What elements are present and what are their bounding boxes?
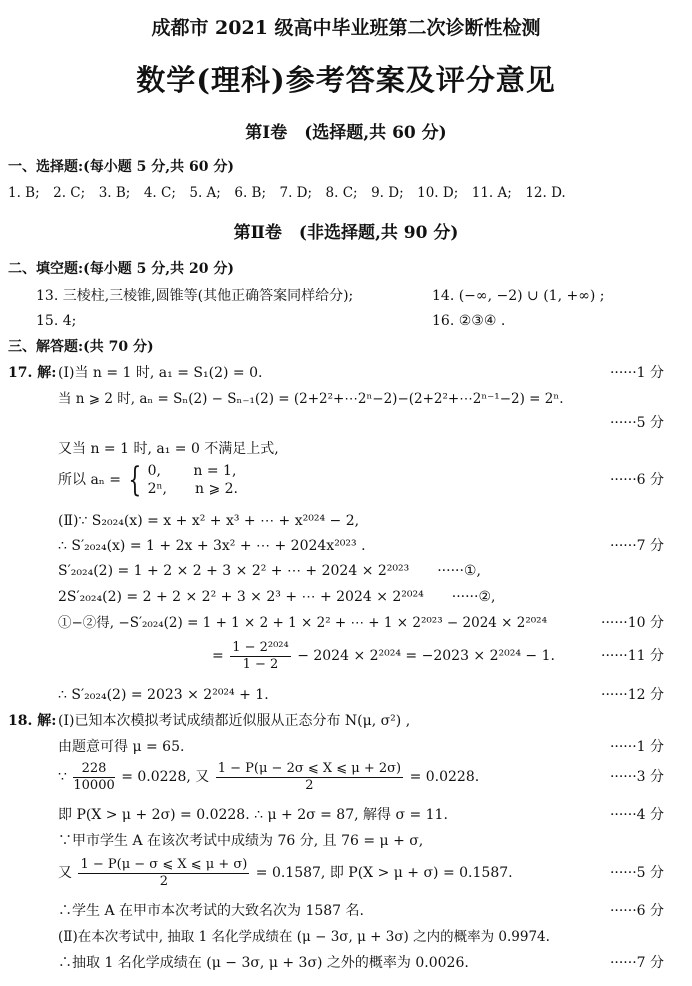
q18-score-4: ······5 分 xyxy=(609,865,664,881)
answer-15: 15. 4; xyxy=(36,313,77,329)
q17-score-4: ······7 分 xyxy=(609,538,664,554)
q17-line-6: ∴ S′₂₀₂₄(x) = 1 + 2x + 3x² + ⋯ + 2024x²⁰²³ . xyxy=(58,538,366,554)
q17-line-1: (Ⅰ)当 n = 1 时, a₁ = S₁(2) = 0. xyxy=(58,365,263,381)
q17-score-3: ······6 分 xyxy=(609,472,664,488)
answer-14: 14. (−∞, −2) ∪ (1, +∞) ; xyxy=(432,288,605,304)
solve-section-heading: 三、解答题:(共 70 分) xyxy=(8,339,154,355)
q18-because: ∵ xyxy=(58,769,67,785)
document-subtitle: 数学(理科)参考答案及评分意见 xyxy=(136,63,556,97)
q18-line-5: ∵甲市学生 A 在该次考试中成绩为 76 分, 且 76 = μ + σ, xyxy=(58,833,424,849)
q17-line-9: ①−②得, −S′₂₀₂₄(2) = 1 + 1 × 2 + 1 × 2² + ⋯ + 1 × 2²⁰²³ − 2024 × 2²⁰²⁴ xyxy=(58,615,548,631)
q17-score-1: ······1 分 xyxy=(609,365,664,381)
q17-case-1: 0, n = 1, xyxy=(147,463,237,479)
q17-case-2: 2ⁿ, n ⩾ 2. xyxy=(147,481,239,497)
q18-number: 18. 解: xyxy=(8,713,57,729)
q17-piecewise-prefix: 所以 aₙ = xyxy=(58,472,122,488)
q18-score-5: ······6 分 xyxy=(609,903,664,919)
q17-line-7: S′₂₀₂₄(2) = 1 + 2 × 2 + 3 × 2² + ⋯ + 2024 × 2²⁰²³ ······①, xyxy=(58,563,481,579)
q18-prob-denominator-sigma: 2 xyxy=(159,873,169,889)
exam-title: 成都市 2021 级高中毕业班第二次诊断性检测 xyxy=(151,17,541,39)
q17-piecewise xyxy=(58,460,238,500)
q18-line-8: (Ⅱ)在本次考试中, 抽取 1 名化学成绩在 (μ − 3σ, μ + 3σ) 之内的概率为 0.9974. xyxy=(58,929,550,945)
q17-line-8: 2S′₂₀₂₄(2) = 2 + 2 × 2² + 3 × 2³ + ⋯ + 2024 × 2²⁰²⁴ ······②, xyxy=(58,589,496,605)
q17-score-2: ······5 分 xyxy=(609,415,664,431)
q18-line-4: 即 P(X > μ + 2σ) = 0.0228. ∴ μ + 2σ = 87, 解得 σ = 11. xyxy=(58,807,448,823)
choice-section-heading: 一、选择题:(每小题 5 分,共 60 分) xyxy=(8,159,235,175)
q18-line-9: ∴抽取 1 名化学成绩在 (μ − 3σ, μ + 3σ) 之外的概率为 0.0026. xyxy=(58,955,469,971)
q17-score-6: ······11 分 xyxy=(601,648,664,664)
q17-score-5: ······10 分 xyxy=(601,615,664,631)
q18-line-1: (Ⅰ)已知本次模拟考试成绩都近似服从正态分布 N(μ, σ²) , xyxy=(58,713,411,729)
q18-line-3-mid: = 0.0228, 又 xyxy=(121,769,210,785)
q17-line-2: 当 n ⩾ 2 时, aₙ = Sₙ(2) − Sₙ₋₁(2) = (2+2²+⋯2ⁿ−2)−(2+2²+⋯2ⁿ⁻¹−2) = 2ⁿ. xyxy=(58,391,564,407)
q18-line-3 xyxy=(58,757,479,797)
q17-fraction-denominator: 1 − 2 xyxy=(242,656,279,672)
q18-line-3-end: = 0.0228. xyxy=(409,769,480,785)
choice-answers: 1. B; 2. C; 3. B; 4. C; 5. A; 6. B; 7. D; 8. C; 9. D; 10. D; 11. A; 12. D. xyxy=(8,185,566,201)
q18-line-6-end: = 0.1587, 即 P(X > μ + σ) = 0.1587. xyxy=(255,865,513,881)
q17-geometric-fraction xyxy=(230,640,291,673)
q17-score-7: ······12 分 xyxy=(601,687,664,703)
q18-score-2: ······3 分 xyxy=(609,769,664,785)
q17-line-10-rest: − 2024 × 2²⁰²⁴ = −2023 × 2²⁰²⁴ − 1. xyxy=(297,648,555,664)
q18-score-1: ······1 分 xyxy=(609,739,664,755)
q18-line-6 xyxy=(58,853,513,893)
q17-line-10 xyxy=(212,636,555,676)
q18-prob-fraction-2sigma xyxy=(216,761,403,794)
q17-fraction-numerator: 1 − 2²⁰²⁴ xyxy=(232,639,289,655)
q18-prob-denominator-2sigma: 2 xyxy=(305,777,314,793)
q17-line-5: (Ⅱ)∵ S₂₀₂₄(x) = x + x² + x³ + ⋯ + x²⁰²⁴ − 2, xyxy=(58,513,360,529)
q18-ratio-numerator: 228 xyxy=(73,761,114,778)
part1-heading: 第Ⅰ卷 (选择题,共 60 分) xyxy=(245,123,447,143)
q18-prob-fraction-sigma xyxy=(78,857,249,890)
q18-line-2: 由题意可得 μ = 65. xyxy=(58,739,185,755)
answer-16: 16. ②③④ . xyxy=(432,313,506,329)
q18-ratio-fraction xyxy=(73,761,114,794)
left-brace-icon: { xyxy=(127,460,141,500)
q17-cases xyxy=(148,462,238,498)
q18-line-6-prefix: 又 xyxy=(58,865,72,881)
q18-prob-numerator-2sigma: 1 − P(μ − 2σ ⩽ X ⩽ μ + 2σ) xyxy=(217,760,402,776)
part2-heading: 第Ⅱ卷 (非选择题,共 90 分) xyxy=(233,223,459,243)
q18-prob-numerator-sigma: 1 − P(μ − σ ⩽ X ⩽ μ + σ) xyxy=(80,856,248,872)
q17-line-10-eq: = xyxy=(212,648,224,664)
q18-line-7: ∴学生 A 在甲市本次考试的大致名次为 1587 名. xyxy=(58,903,364,919)
q18-score-3: ······4 分 xyxy=(609,807,664,823)
q17-number: 17. 解: xyxy=(8,365,57,381)
fill-section-heading: 二、填空题:(每小题 5 分,共 20 分) xyxy=(8,261,235,277)
q18-ratio-denominator: 10000 xyxy=(73,777,115,793)
q17-line-11: ∴ S′₂₀₂₄(2) = 2023 × 2²⁰²⁴ + 1. xyxy=(58,687,269,703)
q18-score-6: ······7 分 xyxy=(609,955,664,971)
answer-13: 13. 三棱柱,三棱锥,圆锥等(其他正确答案同样给分); xyxy=(36,288,354,304)
q17-line-3: 又当 n = 1 时, a₁ = 0 不满足上式, xyxy=(58,441,279,457)
